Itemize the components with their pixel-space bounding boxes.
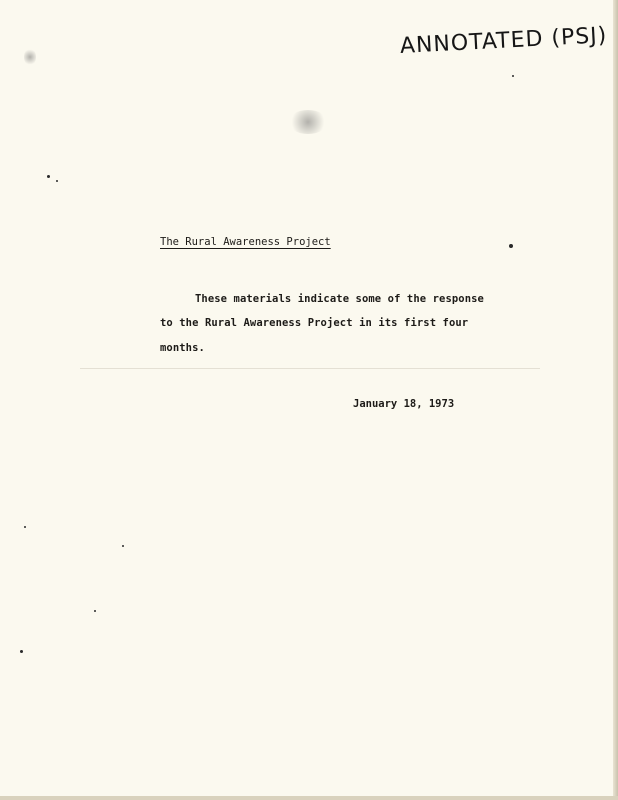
handwritten-annotation: ANNOTATED (PSJ) bbox=[399, 23, 608, 59]
paper-smudge bbox=[288, 110, 328, 134]
paragraph-line-3: months. bbox=[160, 342, 205, 354]
paper-speck bbox=[509, 244, 513, 248]
paper-speck bbox=[94, 610, 96, 612]
paper-speck bbox=[512, 75, 514, 77]
paper-speck bbox=[47, 175, 50, 178]
paper-speck bbox=[122, 545, 124, 547]
paragraph-line-2: to the Rural Awareness Project in its first four bbox=[160, 317, 469, 329]
paper-speck bbox=[56, 180, 58, 182]
paper-smudge bbox=[24, 48, 36, 66]
paragraph-line-1: These materials indicate some of the response bbox=[195, 293, 484, 305]
page-edge-bottom bbox=[0, 796, 618, 800]
document-title: The Rural Awareness Project bbox=[160, 236, 331, 248]
paper-speck bbox=[20, 650, 23, 653]
paper-crease bbox=[80, 368, 540, 369]
document-date: January 18, 1973 bbox=[353, 398, 455, 410]
paper-speck bbox=[24, 526, 26, 528]
page-edge-right bbox=[613, 0, 618, 800]
